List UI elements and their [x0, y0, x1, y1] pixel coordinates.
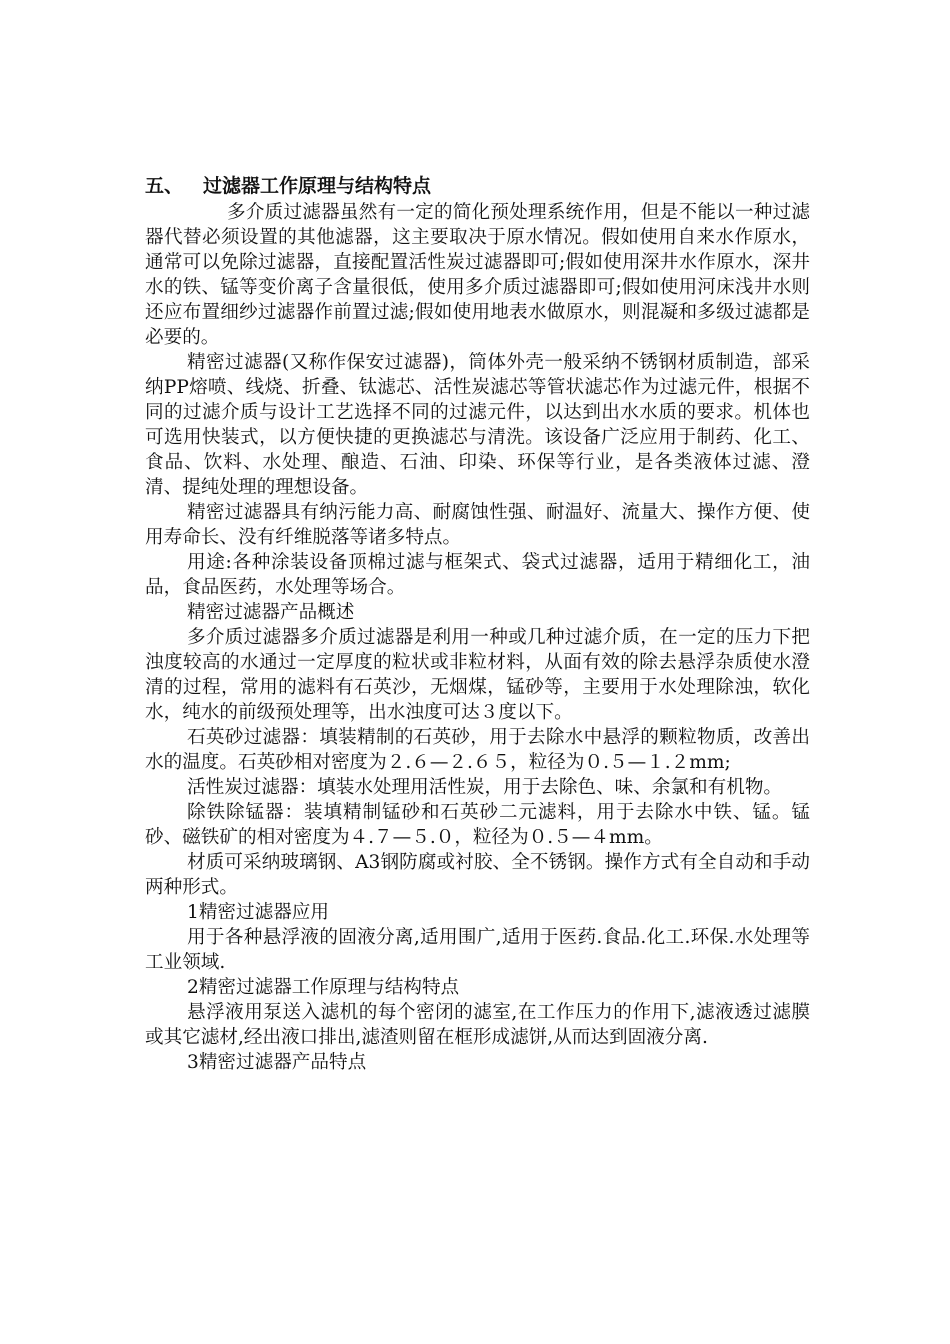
section-heading	[145, 172, 810, 200]
paragraph-working-principle: 悬浮液用泵送入滤机的每个密闭的滤室,在工作压力的作用下,滤液透过滤膜或其它滤材,经出液口排出,滤渣则留在框形成滤饼,从而达到固液分离.	[145, 1002, 810, 1048]
paragraph-usage: 用途:各种涂装设备顶棉过滤与框架式、袋式过滤器，适用于精细化工，油品，食品医药，水处理等场合。	[145, 552, 810, 598]
paragraph-activated-carbon-filter: 活性炭过滤器：填装水处理用活性炭，用于去除色、味、余氯和有机物。	[187, 777, 783, 798]
paragraph-iron-manganese-remover: 除铁除锰器：装填精制锰砂和石英砂二元滤料，用于去除水中铁、锰。锰砂、磁铁矿的相对密度为４.７—５.０，粒径为０.５—４mm。	[145, 802, 810, 848]
subheading-product-features: 3精密过滤器产品特点	[187, 1052, 367, 1073]
paragraph-precision-filter-features: 精密过滤器具有纳污能力高、耐腐蚀性强、耐温好、流量大、操作方便、使用寿命长、没有纤维脱落等诸多特点。	[145, 502, 810, 548]
subheading-product-overview: 精密过滤器产品概述	[187, 602, 355, 623]
paragraph-material-operation: 材质可采纳玻璃钢、A3钢防腐或衬胶、全不锈钢。操作方式有全自动和手动两种形式。	[145, 852, 810, 898]
document-page	[145, 172, 810, 1075]
paragraph-multimedia-filter-overview: 多介质过滤器多介质过滤器是利用一种或几种过滤介质，在一定的压力下把浊度较高的水通过一定厚度的粒状或非粒材料，从面有效的除去悬浮杂质使水澄清的过程，常用的滤料有石英沙，无烟煤，锰砂等，主要用于水处理除浊，软化水，纯水的前级预处理等，出水浊度可达３度以下。	[145, 627, 810, 723]
paragraph-quartz-sand-filter: 石英砂过滤器：填装精制的石英砂，用于去除水中悬浮的颗粒物质，改善出水的温度。石英砂相对密度为２.６—２.６５，粒径为０.５—１.２mm;	[145, 727, 810, 773]
paragraph-application: 用于各种悬浮液的固液分离,适用围广,适用于医药.食品.化工.环保.水处理等工业领域.	[145, 927, 810, 973]
paragraph-multimedia-filter-intro: 多介质过滤器虽然有一定的简化预处理系统作用，但是不能以一种过滤器代替必须设置的其他滤器，这主要取决于原水情况。假如使用自来水作原水，通常可以免除过滤器，直接配置活性炭过滤器即可;假如使用深井水作原水，深井水的铁、锰等变价离子含量很低，使用多介质过滤器即可;假如使用河床浅井水则还应布置细纱过滤器作前置过滤;假如使用地表水做原水，则混凝和多级过滤都是必要的。	[145, 202, 810, 348]
paragraph-precision-filter-description: 精密过滤器(又称作保安过滤器)，筒体外壳一般采纳不锈钢材质制造，部采纳PP熔喷、线烧、折叠、钛滤芯、活性炭滤芯等管状滤芯作为过滤元件，根据不同的过滤介质与设计工艺选择不同的过滤元件，以达到出水水质的要求。机体也可选用快装式，以方便快捷的更换滤芯与清洗。该设备广泛应用于制药、化工、食品、饮料、水处理、酿造、石油、印染、环保等行业，是各类液体过滤、澄清、提纯处理的理想设备。	[145, 352, 810, 498]
section-title: 过滤器工作原理与结构特点	[203, 175, 432, 197]
section-number: 五、	[145, 175, 184, 197]
subheading-working-principle: 2精密过滤器工作原理与结构特点	[187, 977, 460, 998]
subheading-application: 1精密过滤器应用	[187, 902, 329, 923]
